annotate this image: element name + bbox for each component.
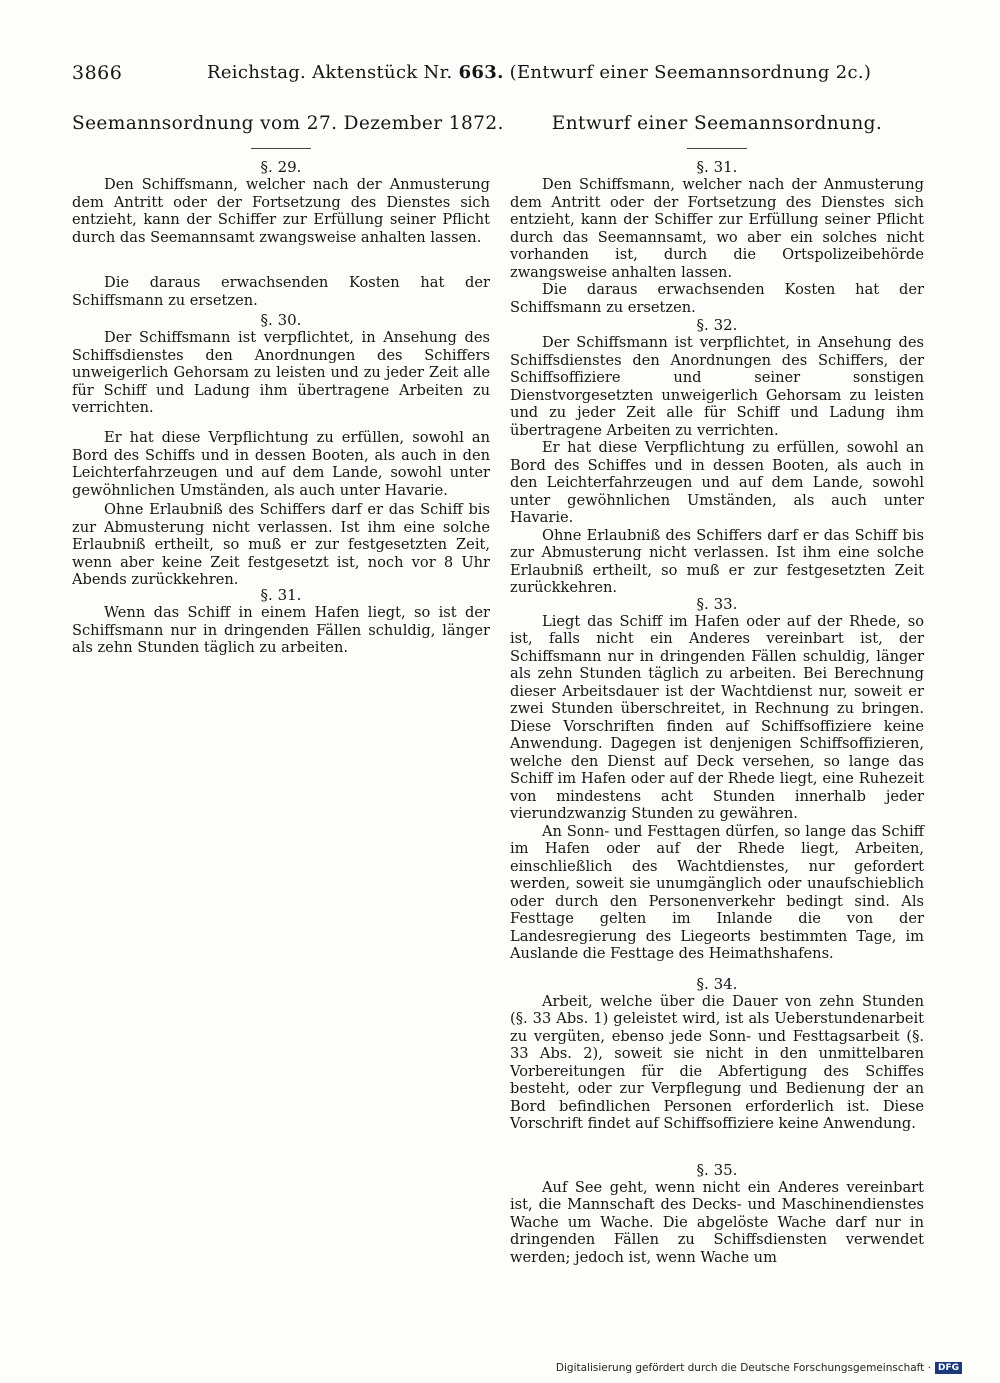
- section-32-paragraph-3: Ohne Erlaubniß des Schiffers darf er das Schiff bis zur Abmusterung nicht verlassen. Ist ihm eine solche Erlaubniß ertheilt, so muß er zur festgesetzten Zeit zurückkehren.: [510, 526, 924, 596]
- section-29-paragraph-2: Die daraus erwachsenden Kosten hat der Schiffsmann zu ersetzen.: [72, 274, 490, 309]
- section-31-block-1: [72, 604, 490, 657]
- right-column-title: Entwurf einer Seemannsordnung.: [551, 113, 883, 134]
- section-30-paragraph-1: Der Schiffsmann ist verpflichtet, in Ansehung des Schiffsdienstes den Anordnungen des Schiffers unweigerlich Gehorsam zu leisten und zu jeder Zeit alle für Schiff und Ladung ihm übertragene Arbeiten zu verrichten.: [72, 329, 490, 416]
- section-30-heading: §. 30.: [260, 311, 302, 329]
- document-number: 663.: [458, 62, 504, 83]
- section-32-block-1: [510, 334, 924, 439]
- title-rule: [251, 148, 311, 149]
- section-33-paragraph-2: An Sonn- und Festtagen dürfen, so lange das Schiff im Hafen oder auf der Rhede liegt, Arbeiten, einschließlich des Wachtdienstes, nur gefordert werden, soweit sie unumgänglich oder unaufschieblich oder durch den Personenverkehr bedingt sind. Als Festtage gelten im Inlande die von der Landesregierung des Liegeorts bestimmten Tage, im Auslande die Festtage des Heimathshafens.: [510, 822, 924, 962]
- section-33-paragraph-1: Liegt das Schiff im Hafen oder auf der Rhede, so ist, falls nicht ein Anderes vereinbart ist, der Schiffsmann nur in dringenden Fällen schuldig, länger als zehn Stunden täglich zu arbeiten. Bei Berechnung dieser Arbeitsdauer ist der Wachtdienst nur, soweit er zwei Stunden überschreitet, in Rechnung zu bringen. Diese Vorschriften finden auf Schiffsoffiziere keine Anwendung. Dagegen ist denjenigen Schiffsoffizieren, welche den Dienst auf Deck versehen, so lange das Schiff im Hafen oder auf der Rhede liegt, eine Ruhezeit von mindestens acht Stunden innerhalb jeder vierundzwanzig Stunden zu gewähren.: [510, 612, 924, 822]
- section-30-paragraph-2: Er hat diese Verpflichtung zu erfüllen, sowohl an Bord des Schiffs und in dessen Booten, als auch in den Leichterfahrzeugen und auf dem Lande, sowohl unter gewöhnlichen Umständen, als auch unter Havarie.: [72, 429, 490, 499]
- section-29-paragraph-1: Den Schiffsmann, welcher nach der Anmusterung dem Antritt oder der Fortsetzung des Dienstes sich entzieht, kann der Schiffer zur Erfüllung seiner Pflicht durch das Seemannsamt zwangsweise anhalten lassen.: [72, 176, 490, 246]
- running-title-pre: Reichstag. Aktenstück Nr.: [207, 62, 453, 83]
- section-30-block-2: [72, 429, 490, 501]
- section-31-heading: §. 31.: [260, 586, 302, 604]
- section-33-heading: §. 33.: [696, 594, 738, 613]
- section-29-block-1: [72, 176, 490, 274]
- section-30-paragraph-3: Ohne Erlaubniß des Schiffers darf er das Schiff bis zur Abmusterung nicht verlassen. Ist ihm eine solche Erlaubniß ertheilt, so muß er zur festgesetzten Zeit, wenn aber keine Zeit festgesetzt ist, noch vor 8 Uhr Abends zurückkehren.: [72, 501, 490, 588]
- left-column-title: Seemannsordnung vom 27. Dezember 1872.: [72, 113, 504, 134]
- section-33-block-1: [510, 613, 924, 823]
- section-32-block-2: [510, 439, 924, 527]
- section-35-block-1: [510, 1179, 924, 1267]
- section-34-block-1: [510, 993, 924, 1161]
- section-29-heading: §. 29.: [260, 158, 302, 176]
- digitization-credit-text: Digitalisierung gefördert durch die Deutsche Forschungsgemeinschaft ·: [555, 1362, 931, 1374]
- running-title-post: (Entwurf einer Seemannsordnung 2c.): [509, 62, 872, 83]
- section-31-paragraph-1: Den Schiffsmann, welcher nach der Anmusterung dem Antritt oder der Fortsetzung des Dienstes sich entzieht, kann der Schiffer zur Erfüllung seiner Pflicht durch das Seemannsamt, wo aber ein solches nicht vorhanden ist, durch die Ortspolizeibehörde zwangsweise anhalten lassen.: [510, 176, 924, 281]
- section-30-block-3: [72, 501, 490, 586]
- section-31-heading: §. 31.: [696, 158, 738, 176]
- section-31-block-2: [510, 281, 924, 316]
- right-column-draft-ordinance: [510, 112, 924, 1266]
- section-33-block-2: [510, 823, 924, 975]
- section-29-block-2: [72, 274, 490, 311]
- section-35-paragraph-1: Auf See geht, wenn nicht ein Anderes vereinbart ist, die Mannschaft des Decks- und Maschinendienstes Wache um Wache. Die abgelöste Wache darf nur in dringenden Fällen zu Schiffsdiensten verwendet werden; jedoch ist, wenn Wache um: [510, 1178, 924, 1266]
- section-35-heading: §. 35.: [696, 1160, 738, 1179]
- left-column-1872-ordinance: [72, 112, 504, 657]
- section-30-block-1: [72, 329, 490, 429]
- section-31-paragraph-2: Die daraus erwachsenden Kosten hat der Schiffsmann zu ersetzen.: [510, 281, 924, 316]
- digitization-credit: [556, 1362, 962, 1374]
- section-32-heading: §. 32.: [696, 316, 738, 334]
- section-32-paragraph-1: Der Schiffsmann ist verpflichtet, in Ansehung des Schiffsdienstes den Anordnungen des Schiffers, der Schiffsoffiziere und seiner sonstigen Dienstvorgesetzten unweigerlich Gehorsam zu leisten und zu jeder Zeit alle für Schiff und Ladung ihm übertragene Arbeiten zu verrichten.: [510, 334, 924, 439]
- section-31-block-1: [510, 176, 924, 281]
- dfg-logo: DFG: [935, 1362, 962, 1374]
- section-31-paragraph-1: Wenn das Schiff in einem Hafen liegt, so ist der Schiffsmann nur in dringenden Fällen schuldig, länger als zehn Stunden täglich zu arbeiten.: [72, 604, 490, 656]
- section-34-heading: §. 34.: [696, 974, 738, 993]
- running-header: [72, 62, 932, 88]
- section-32-block-3: [510, 527, 924, 595]
- page-number: 3866: [72, 62, 123, 84]
- title-rule: [687, 148, 747, 149]
- section-34-paragraph-1: Arbeit, welche über die Dauer von zehn Stunden (§. 33 Abs. 1) geleistet wird, ist als Ueberstundenarbeit zu vergüten, ebenso jede Sonn- und Festtagsarbeit (§. 33 Abs. 2), soweit sie nicht in den unmittelbaren Vorbereitungen für die Abfertigung des Schiffes besteht, oder zur Verpflegung und Bedienung der an Bord befindlichen Personen erforderlich ist. Diese Vorschrift findet auf Schiffsoffiziere keine Anwendung.: [510, 992, 924, 1132]
- running-title: [207, 62, 871, 83]
- section-32-paragraph-2: Er hat diese Verpflichtung zu erfüllen, sowohl an Bord des Schiffes und in dessen Booten, als auch in den Leichterfahrzeugen und auf dem Lande, sowohl unter gewöhnlichen Umständen, als auch unter Havarie.: [510, 439, 924, 526]
